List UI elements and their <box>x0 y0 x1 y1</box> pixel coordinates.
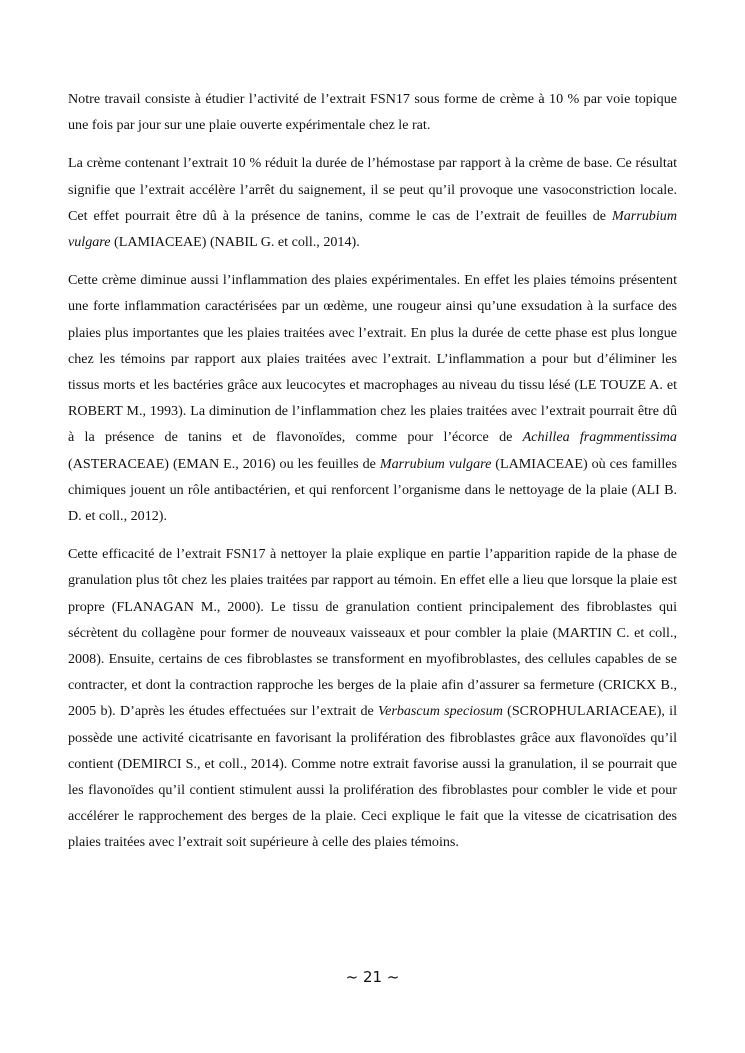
text-run: Cette crème diminue aussi l’inflammation des plaies expérimentales. En effet les plaies témoins présentent une forte inflammation caractérisées par un œdème, une rougeur ainsi qu’une exsudation à la surface des plaies plus importantes que les plaies traitées avec l’extrait. En plus la durée de cette phase est plus longue chez les témoins par rapport aux plaies traitées avec l’extrait. L’inflammation a pour but d’éliminer les tissus morts et les bactéries grâce aux leucocytes et macrophages au niveau du tissu lésé (LE TOUZE A. et ROBERT M., 1993). La diminution de l’inflammation chez les plaies traitées avec l’extrait pourrait être dû à la présence de tanins et de flavonoïdes, comme pour l’écorce de <box>68 272 677 446</box>
paragraph <box>68 86 677 138</box>
text-run: (LAMIACEAE) (NABIL G. et coll., 2014). <box>110 234 360 251</box>
species-name: Verbascum speciosum <box>378 703 503 720</box>
text-run: La crème contenant l’extrait 10 % réduit la durée de l’hémostase par rapport à la crème de base. Ce résultat signifie que l’extrait accélère l’arrêt du saignement, il se peut qu’il provoque une vasoconstriction locale. Cet effet pourrait être dû à la présence de tanins, comme le cas de l’extrait de feuilles de <box>68 155 677 224</box>
text-run: (SCROPHULARIACEAE), il possède une activité cicatrisante en favorisant la prolifération des fibroblastes grâce aux flavonoïdes qu’il contient (DEMIRCI S., et coll., 2014). Comme notre extrait favorise aussi la granulation, il se pourrait que les flavonoïdes qu’il contient stimulent aussi la prolifération des fibroblastes pour combler le vide et pour accélérer le rapprochement des berges de la plaie. Ceci explique le fait que la vitesse de cicatrisation des plaies traitées avec l’extrait soit supérieure à celle des plaies témoins. <box>68 703 678 851</box>
text-run: Notre travail consiste à étudier l’activité de l’extrait FSN17 sous forme de crème à 10 % par voie topique une fois par jour sur une plaie ouverte expérimentale chez le rat. <box>68 91 677 134</box>
paragraph <box>68 150 677 255</box>
text-run: Cette efficacité de l’extrait FSN17 à nettoyer la plaie explique en partie l’apparition rapide de la phase de granulation plus tôt chez les plaies traitées par rapport au témoin. En effet elle a lieu que lorsque la plaie est propre (FLANAGAN M., 2000). Le tissu de granulation contient principalement des fibroblastes qui sécrètent du collagène pour former de nouveaux vaisseaux et pour combler la plaie (MARTIN C. et coll., 2008). Ensuite, certains de ces fibroblastes se transforment en myofibroblastes, des cellules capables de se contracter, et dont la contraction rapproche les berges de la plaie afin d’assurer sa fermeture (CRICKX B., 2005 b). D’après les études effectuées sur l’extrait de <box>68 546 677 720</box>
species-name: Achillea fragmmentissima <box>522 429 677 446</box>
species-name: Marrubium vulgare <box>68 207 677 251</box>
text-run: (LAMIACEAE) où ces familles chimiques jouent un rôle antibactérien, et qui renforcent l’organisme dans le nettoyage de la plaie (ALI B. D. et coll., 2012). <box>68 455 677 525</box>
paragraph <box>68 267 677 529</box>
body-text <box>68 86 677 868</box>
species-name: Marrubium vulgare <box>379 455 492 472</box>
text-run: (ASTERACEAE) (EMAN E., 2016) ou les feuilles de <box>68 455 380 472</box>
page-number: ~ 21 ~ <box>345 968 400 986</box>
paragraph <box>68 541 677 855</box>
